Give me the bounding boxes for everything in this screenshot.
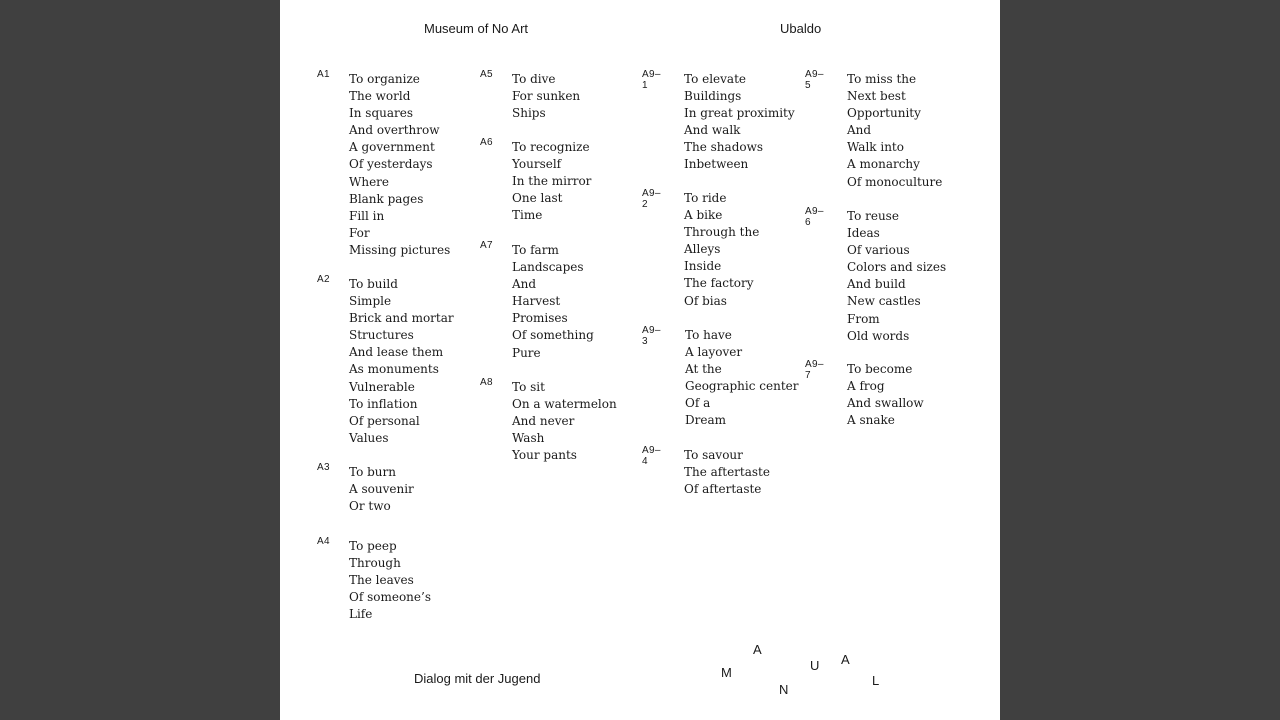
poem-line: Old words [847,328,910,343]
poem-line: To reuse [847,209,899,223]
poem-line: Your pants [512,448,577,463]
poem-line: To build [349,277,398,291]
poem-line: To peep [349,539,397,553]
poem-line: Time [512,208,543,223]
poem-line: Walk into [847,140,904,155]
poem-line: The aftertaste [684,465,770,480]
poem-line: Vulnerable [349,379,415,394]
poem-line: To ride [684,191,727,205]
poem-line: Alleys [684,242,721,257]
poem-line: At the [685,362,722,377]
poem-line: From [847,311,880,326]
poem-line: To savour [684,448,743,462]
poem-line: And [512,277,537,292]
poem-line: Of bias [684,293,727,308]
section-lines [349,71,450,259]
manual-letter: N [779,682,789,697]
section-label: A9–4 [642,445,661,467]
section-lines [349,538,431,623]
poem-line: Of someone’s [349,590,431,605]
poem-line: To dive [512,72,556,86]
poem-line: The world [349,89,411,104]
poem-line: Through the [684,225,760,240]
section-label: A9–3 [642,325,661,347]
museum-title: Museum of No Art [424,21,529,36]
manual-letter: A [753,642,762,657]
section-lines [684,447,770,498]
author-name: Ubaldo [780,21,822,36]
section-lines [512,139,591,224]
section-label: A3 [317,462,330,473]
section-label: A9–6 [805,206,824,228]
poem-line: And swallow [847,396,924,411]
poem-line: A souvenir [349,482,414,497]
section-label: A9–1 [642,69,661,91]
poem-line: Fill in [349,208,385,223]
poem-line: Missing pictures [349,242,451,257]
section-lines [847,208,946,345]
poem-line: A layover [685,345,743,360]
poem-line: To organize [349,72,420,86]
poem-line: Of various [847,243,910,258]
poem-line: As monuments [349,362,439,377]
poem-line: Colors and sizes [847,260,947,275]
poem-line: Inbetween [684,157,749,172]
poem-line: Of something [512,328,594,343]
section-lines [847,71,942,191]
poem-line: And [847,123,872,138]
poem-line: A monarchy [847,157,920,172]
poem-line: Blank pages [349,191,424,206]
poem-line: One last [512,191,563,206]
poem-line: And never [512,414,575,429]
section-label: A9–2 [642,188,661,210]
poem-line: To farm [512,243,559,257]
section-lines [349,464,414,515]
poem-line: Or two [349,499,391,514]
section-label: A9–5 [805,69,824,91]
manual-letter: L [872,673,880,688]
section-lines [684,71,795,174]
poem-line: To inflation [349,396,418,411]
section-label: A7 [480,240,493,251]
poem-line: Dream [685,413,726,428]
poem-line: To burn [349,465,396,479]
poem-line: Where [349,174,390,189]
poem-line: The leaves [349,573,414,588]
poem-line: Simple [349,294,392,309]
manual-letter: U [810,658,820,673]
poem-line: To miss the [847,72,917,86]
section-label: A6 [480,137,493,148]
poem-line: Through [349,556,401,571]
poem-line: For sunken [512,89,581,104]
section-label: A5 [480,69,493,80]
manual-letter: A [841,652,850,667]
section-lines [349,276,454,447]
poem-line: Geographic center [685,379,799,394]
poem-line: And walk [684,123,741,138]
poem-line: Promises [512,311,568,326]
poem-line: And build [847,277,906,292]
section-lines [512,242,594,362]
poem-line: Of a [685,396,711,411]
poem-line: A bike [684,208,723,223]
poem-line: On a watermelon [512,397,617,412]
poem-line: Ideas [847,226,880,241]
footer-title: Dialog mit der Jugend [414,671,541,686]
poem-line: Opportunity [847,106,921,121]
poem-line: Inside [684,259,722,274]
poem-line: Of aftertaste [684,482,762,497]
section-lines [685,327,798,430]
poem-line: To have [685,328,732,342]
poem-line: Structures [349,328,414,343]
poem-line: To recognize [512,140,590,154]
poem-line: Ships [512,106,546,121]
poem-line: A government [349,140,435,155]
poem-line: Harvest [512,294,561,309]
section-label: A9–7 [805,359,824,381]
poem-line: Pure [512,345,541,360]
section-lines [512,71,580,122]
poem-line: To elevate [684,72,747,86]
poem-line: Brick and mortar [349,311,454,326]
section-lines [684,190,759,310]
poem-line: Yourself [512,157,562,172]
section-label: A2 [317,274,330,285]
poem-line: Of personal [349,413,420,428]
poem-line: A snake [847,413,895,428]
poem-line: Values [349,430,389,445]
poem-line: Buildings [684,89,742,104]
poem-line: Next best [847,89,906,104]
section-lines [847,361,924,429]
poem-line: Of monoculture [847,174,943,189]
poem-line: In the mirror [512,174,592,189]
poem-line: Landscapes [512,260,584,275]
poem-line: To sit [512,380,545,394]
poem-line: In squares [349,106,414,121]
poem-line: To become [847,362,913,376]
manual-letter: M [721,665,732,680]
poem-line: Of yesterdays [349,157,433,172]
section-label: A8 [480,377,493,388]
section-label: A4 [317,536,330,547]
poem-line: In great proximity [684,106,795,121]
poem-line: And lease them [349,345,444,360]
poem-line: Life [349,607,373,622]
poem-line: A frog [847,379,885,394]
poem-line: The factory [684,276,754,291]
poem-line: And overthrow [349,123,440,138]
poem-line: New castles [847,294,921,309]
document-page [280,0,1000,720]
poem-line: For [349,225,370,240]
section-lines [512,379,617,464]
poem-line: Wash [512,431,545,446]
poem-line: The shadows [684,140,764,155]
section-label: A1 [317,69,330,80]
